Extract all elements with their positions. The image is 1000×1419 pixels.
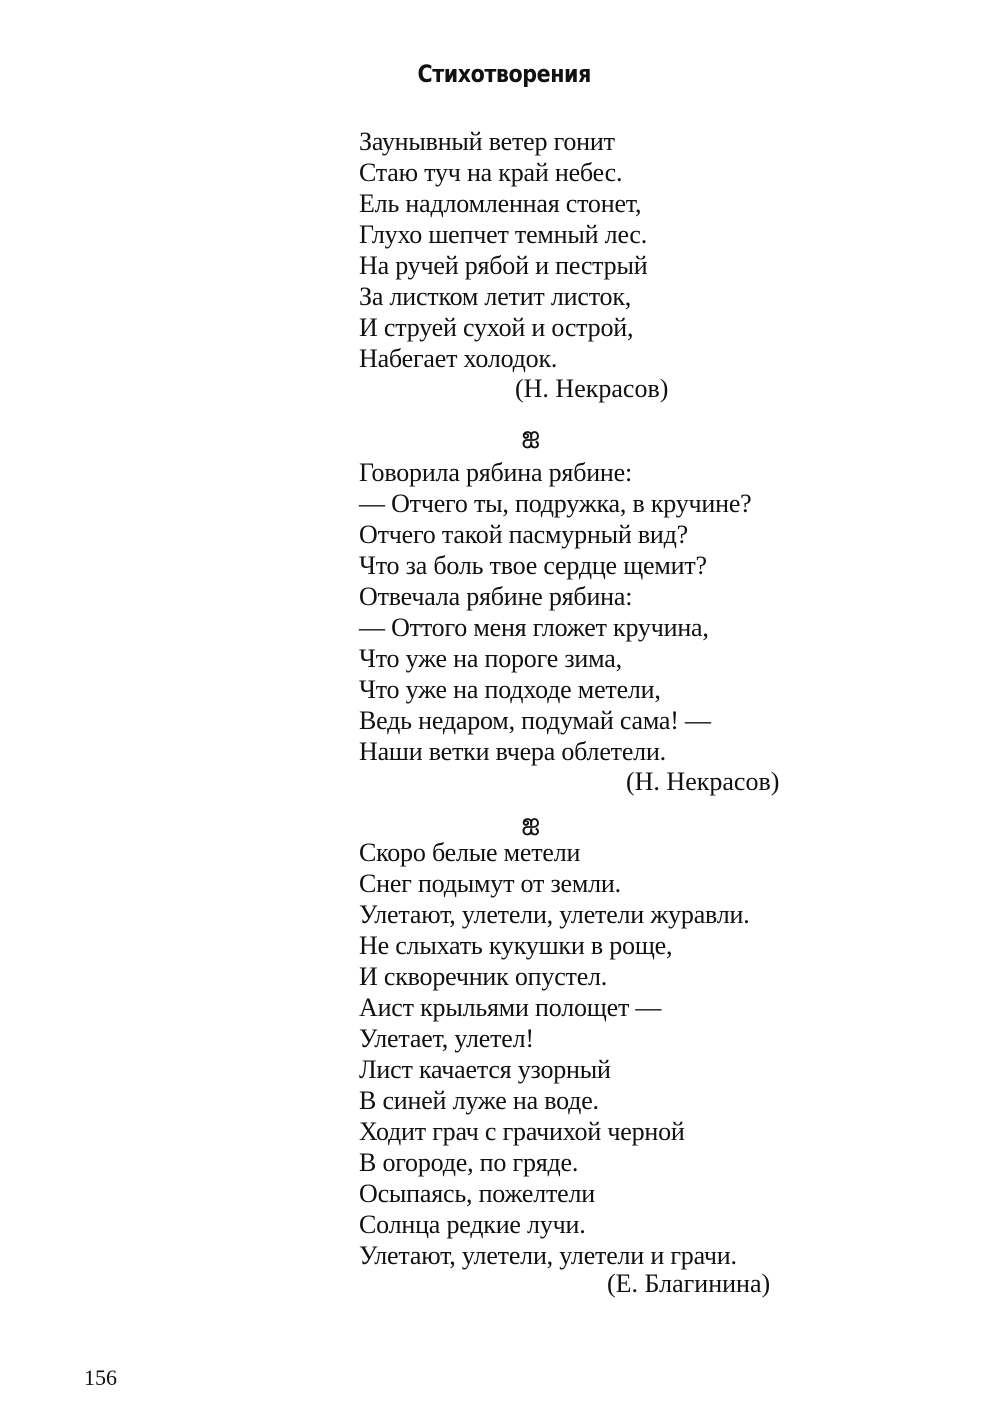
poem-line: Стаю туч на край небес. — [359, 158, 623, 187]
poem-line: Отчего такой пасмурный вид? — [359, 520, 689, 549]
poem-line: Аист крыльями полощет — — [359, 993, 662, 1022]
poem-line: Говорила рябина рябине: — [359, 458, 633, 487]
poem-line: — Оттого меня гложет кручина, — [359, 613, 709, 642]
poem-3 — [359, 837, 750, 1271]
poem-line: Ходит грач с грачихой черной — [359, 1117, 685, 1146]
poem-line: Улетает, улетел! — [359, 1024, 534, 1053]
poem-line: Скоро белые метели — [359, 838, 581, 867]
poem-line: И скворечник опустел. — [359, 962, 608, 991]
poem-1 — [359, 126, 647, 374]
poem-line: За листком летит листок, — [359, 282, 632, 311]
poem-line: Солнца редкие лучи. — [359, 1210, 586, 1239]
poem-line: Улетают, улетели, улетели журавли. — [359, 900, 750, 929]
ornament-divider-icon: ஐ — [522, 423, 540, 448]
poem-line: Снег подымут от земли. — [359, 869, 621, 898]
poem-line: Ведь недаром, подумай сама! — — [359, 706, 711, 735]
poem-line: Осыпаясь, пожелтели — [359, 1179, 595, 1208]
poem-3-author: (Е. Благинина) — [607, 1269, 771, 1298]
poem-line: Наши ветки вчера облетели. — [359, 737, 666, 766]
poem-2 — [359, 457, 752, 767]
page-number: 156 — [84, 1365, 117, 1390]
poem-line: Что уже на подходе метели, — [359, 675, 661, 704]
ornament-divider-icon: ஐ — [522, 810, 540, 835]
poem-line: Глухо шепчет темный лес. — [359, 220, 648, 249]
poem-line: И струей сухой и острой, — [359, 313, 634, 342]
poem-line: Отвечала рябине рябина: — [359, 582, 633, 611]
poem-line: Лист качается узорный — [359, 1055, 611, 1084]
poem-line: В синей луже на воде. — [359, 1086, 599, 1115]
poem-line: На ручей рябой и пестрый — [359, 251, 648, 280]
page-title: Стихотворения — [417, 60, 591, 88]
poem-line: Что уже на пороге зима, — [359, 644, 622, 673]
poem-2-author: (Н. Некрасов) — [626, 767, 780, 796]
poem-line: Что за боль твое сердце щемит? — [359, 551, 707, 580]
poem-line: Набегает холодок. — [359, 344, 558, 373]
poem-line: Не слыхать кукушки в роще, — [359, 931, 673, 960]
poem-line: В огороде, по гряде. — [359, 1148, 579, 1177]
poem-line: Улетают, улетели, улетели и грачи. — [359, 1241, 737, 1270]
poem-line: — Отчего ты, подружка, в кручине? — [359, 489, 752, 518]
poem-line: Заунывный ветер гонит — [359, 127, 615, 156]
poem-1-author: (Н. Некрасов) — [515, 374, 669, 403]
poem-line: Ель надломленная стонет, — [359, 189, 642, 218]
